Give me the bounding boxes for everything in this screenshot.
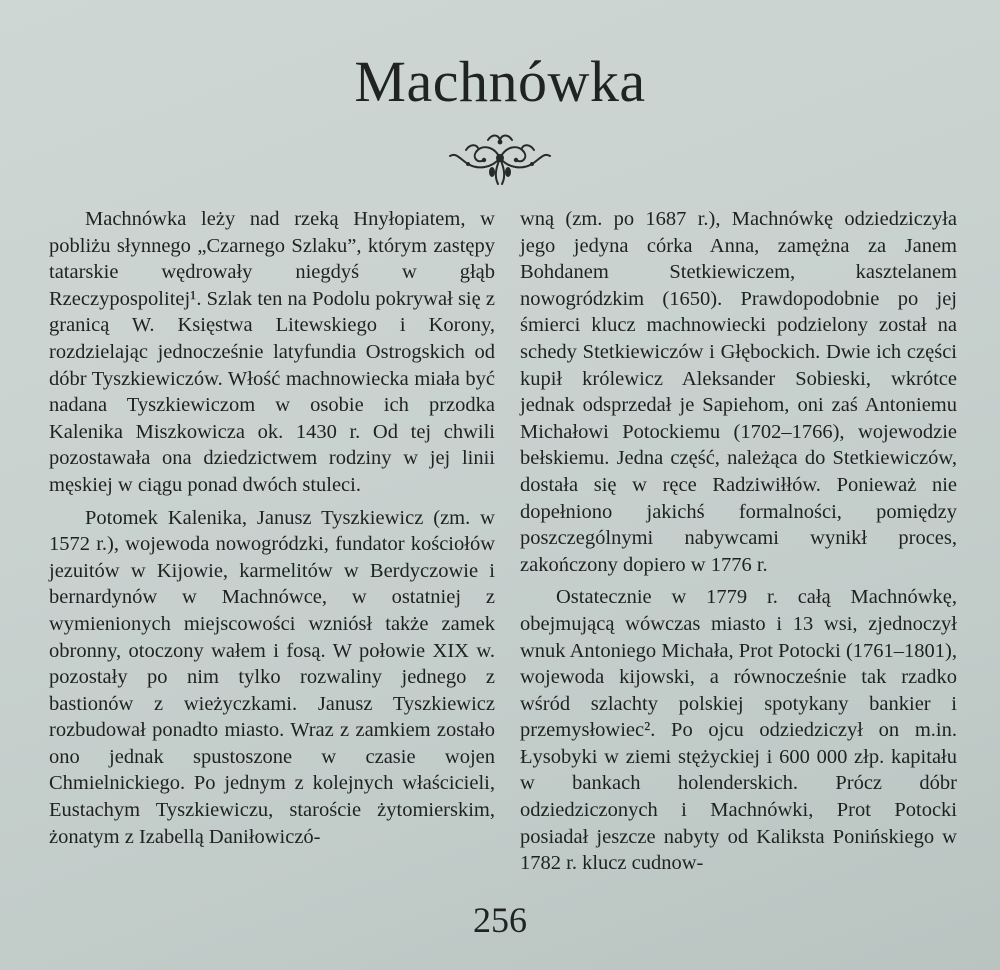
page-number: 256 [473, 900, 527, 940]
chapter-title: Machnówka [354, 49, 646, 114]
paragraph: Machnówka leży nad rzeką Hnyłopiatem, w pobliżu słynnego „Czarnego Szlaku”, którym zastępy tatarskie wędrowały niegdyś w głąb Rzeczypospolitej¹. Szlak ten na Podolu pokrywał się z granicą W. Księstwa Litewskiego i Korony, rozdzielając jednocześnie latyfundia Ostrogskich od dóbr Tyszkiewiczów. Włość machnowiecka miała być nadana Tyszkiewiczom w osobie ich przodka Kalenika Miszkowicza ok. 1430 r. Od tej chwili pozostawała ona dziedzictwem rodziny w jej linii męskiej w ciągu ponad dwóch stuleci. [49, 208, 495, 496]
left-text-column [49, 206, 495, 850]
floral-ornament-icon [448, 128, 552, 188]
paragraph-continued: wną (zm. po 1687 r.), Machnówkę odziedziczyła jego jedyna córka Anna, zamężna za Janem Bohdanem Stetkiewiczem, kasztelanem nowogródzkim (1650). Prawdopodobnie po jej śmierci klucz machnowiecki podzielony został na schedy Stetkiewiczów i Głębockich. Dwie ich części kupił królewicz Aleksander Sobieski, wkrótce jednak odsprzedał je Sapiehom, oni zaś Antoniemu Michałowi Potockiemu (1702–1766), wojewodzie bełskiemu. Jedna część, należąca do Stetkiewiczów, dostała się w ręce Radziwiłłów. Ponieważ nie dopełniono jakichś formalności, pomiędzy poszczególnymi nabywcami wynikł proces, zakończony dopiero w 1776 r. [520, 208, 957, 576]
paragraph: Potomek Kalenika, Janusz Tyszkiewicz (zm. w 1572 r.), wojewoda nowogródzki, fundator kościołów jezuitów w Kijowie, karmelitów w Berdyczowie i bernardynów w Machnówce, w ostatniej z wymienionych miejscowości wzniósł także zamek obronny, otoczony wałem i fosą. W połowie XIX w. pozostały po nim tylko rozwaliny jednego z bastionów z wieżyczkami. Janusz Tyszkiewicz rozbudował ponadto miasto. Wraz z zamkiem zostało ono jednak spustoszone w czasie wojen Chmielnickiego. Po jednym z kolejnych właścicieli, Eustachym Tyszkiewiczu, staroście żytomierskim, żonatym z Izabellą Daniłowiczó- [49, 506, 495, 848]
right-text-column [520, 206, 957, 877]
paragraph: Ostatecznie w 1779 r. całą Machnówkę, obejmującą wówczas miasto i 13 wsi, zjednoczył wnuk Antoniego Michała, Prot Potocki (1761–1801), wojewoda kijowski, a równocześnie tak rzadko wśród szlachty polskiej spotykany bankier i przemysłowiec². Po ojcu odziedziczył on m.in. Łysobyki w ziemi stężyckiej i 600 000 złp. kapitału w bankach holenderskich. Prócz dóbr odziedziczonych i Machnówki, Prot Potocki posiadał jeszcze nabyty od Kaliksta Ponińskiego w 1782 r. klucz cudnow- [520, 586, 957, 875]
